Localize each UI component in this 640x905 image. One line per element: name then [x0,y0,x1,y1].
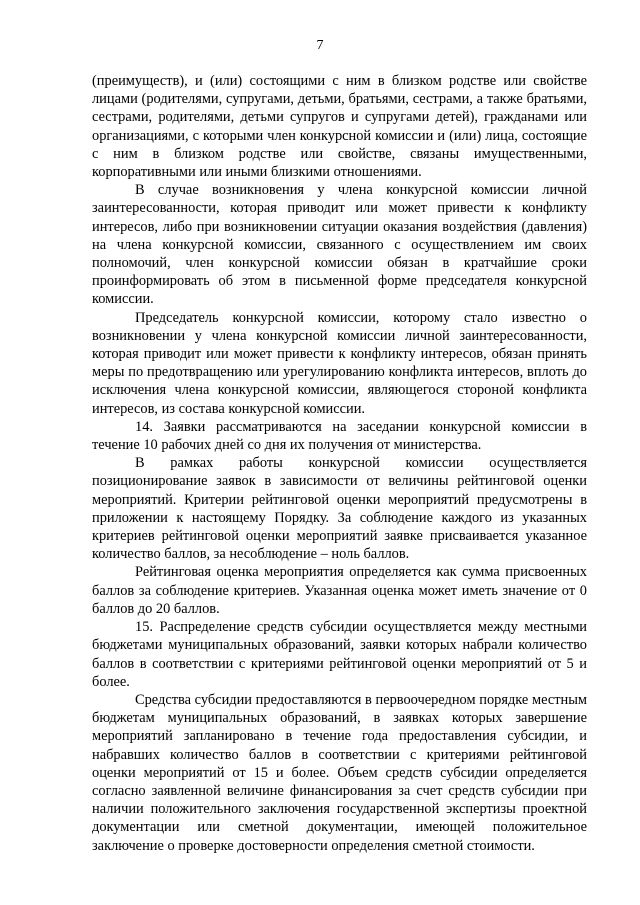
paragraph: Средства субсидии предоставляются в первоочередном порядке местным бюджетам муниципальных образований, в заявках которых завершение мероприятий запланировано в течение года предоставления субсидии, и набравших количество баллов в соответствии с критериями рейтинговой оценки мероприятий от 15 и более. Объем средств субсидии определяется согласно заявленной величине финансирования за счет средств субсидии при наличии положительного заключения государственной экспертизы проектной документации или сметной документации, имеющей положительное заключение о проверке достоверности определения сметной стоимости. [92,691,587,854]
paragraph: В случае возникновения у члена конкурсной комиссии личной заинтересованности, которая приводит или может привести к конфликту интересов, либо при возникновении ситуации оказания воздействия (давления) на члена конкурсной комиссии, связанного с осуществлением им своих полномочий, член конкурсной комиссии обязан в кратчайшие сроки проинформировать об этом в письменной форме председателя конкурсной комиссии. [92,182,587,308]
paragraph: (преимуществ), и (или) состоящими с ним в близком родстве или свойстве лицами (родителями, супругами, детьми, братьями, сестрами, а также братьями, сестрами, родителями, детьми супругов и супругами детей), гражданами или организациями, с которыми член конкурсной комиссии и (или) лица, состоящие с ним в близком родстве или свойстве, связаны имущественными, корпоративными или иными близкими отношениями. [92,73,587,181]
paragraph: 15. Распределение средств субсидии осуществляется между местными бюджетами муниципальных образований, заявки которых набрали количество баллов в соответствии с критериями рейтинговой оценки мероприятий от 5 и более. [92,619,587,690]
document-body [92,72,587,855]
paragraph: В рамках работы конкурсной комиссии осуществляется позиционирование заявок в зависимости от величины рейтинговой оценки мероприятий. Критерии рейтинговой оценки мероприятий предусмотрены в приложении к настоящему Порядку. За соблюдение каждого из указанных критериев рейтинговой оценки мероприятий заявке присваивается указанное количество баллов, за несоблюдение – ноль баллов. [92,455,587,563]
paragraph: 14. Заявки рассматриваются на заседании конкурсной комиссии в течение 10 рабочих дней со дня их получения от министерства. [92,418,587,454]
paragraph: Рейтинговая оценка мероприятия определяется как сумма присвоенных баллов за соблюдение критериев. Указанная оценка может иметь значение от 0 баллов до 20 баллов. [92,564,587,617]
page-number: 7 [316,38,324,53]
paragraph: Председатель конкурсной комиссии, которому стало известно о возникновении у члена конкурсной комиссии личной заинтересованности, которая приводит или может привести к конфликту интересов, обязан принять меры по предотвращению или урегулированию конфликта интересов, вплоть до исключения члена конкурсной комиссии, являющегося стороной конфликта интересов, из состава конкурсной комиссии. [92,309,587,417]
